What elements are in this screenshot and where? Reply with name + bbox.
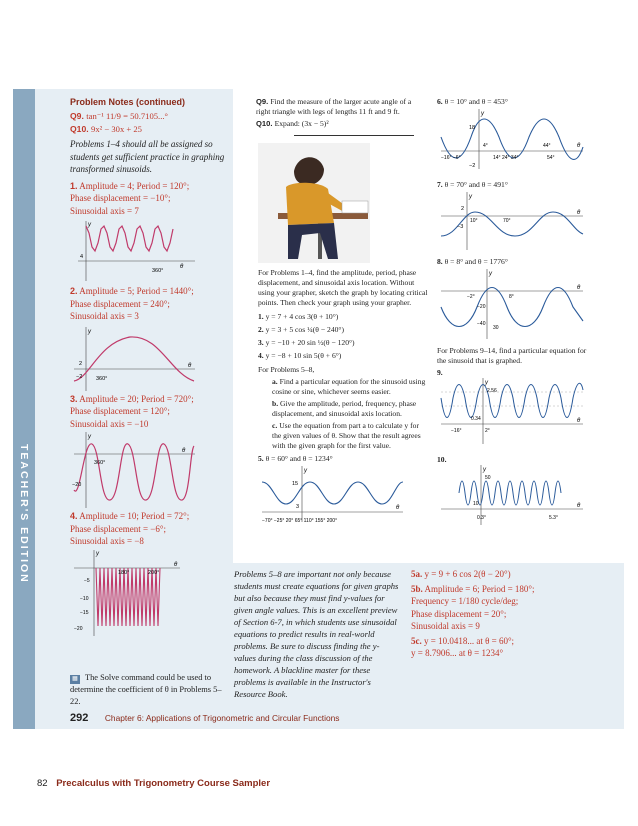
problem-2: 2. y = 3 + 5 cos ¼(θ − 240°) xyxy=(258,325,344,334)
calculator-icon: ▦ xyxy=(70,675,80,684)
svg-text:2: 2 xyxy=(79,360,83,367)
svg-text:θ: θ xyxy=(577,210,581,216)
svg-text:y: y xyxy=(88,434,91,440)
svg-text:30: 30 xyxy=(493,325,499,331)
svg-text:−2: −2 xyxy=(76,373,83,380)
svg-text:70°: 70° xyxy=(503,218,511,224)
svg-text:θ: θ xyxy=(577,285,581,291)
svg-text:−16°: −16° xyxy=(451,428,462,434)
answer-5c: 5c. y = 10.0418... at θ = 60°; y = 8.7906... at θ = 1234° xyxy=(411,635,515,658)
student-photo xyxy=(258,143,370,263)
svg-text:y: y xyxy=(96,550,99,557)
svg-text:−5: −5 xyxy=(84,577,90,584)
svg-text:−2°: −2° xyxy=(467,294,475,300)
problem-4: 4. y = −8 + 10 sin 5(θ + 6°) xyxy=(258,351,342,360)
solve-command-note: ▦ The Solve command could be used to determine the coefficient of θ in Problems 5–22. xyxy=(70,673,222,706)
sampler-page-number: 82 xyxy=(37,778,48,789)
note-q10: Q10. 9x² − 30x + 25 xyxy=(70,124,142,134)
svg-text:θ: θ xyxy=(577,143,581,149)
svg-text:360°: 360° xyxy=(152,268,164,274)
svg-text:360°: 360° xyxy=(94,460,106,466)
problem-notes-column xyxy=(70,97,235,638)
answer-line xyxy=(294,135,414,136)
svg-text:y: y xyxy=(481,111,484,117)
sampler-footer xyxy=(37,778,270,789)
svg-text:−40: −40 xyxy=(477,321,486,327)
svg-text:5.3°: 5.3° xyxy=(549,515,558,521)
svg-text:360°: 360° xyxy=(96,375,108,382)
svg-text:8°: 8° xyxy=(509,294,514,300)
svg-text:180°: 180° xyxy=(118,569,130,576)
svg-text:2.56: 2.56 xyxy=(487,388,497,394)
quiz-q10: Q10. Expand: (3x − 5)² xyxy=(256,119,329,128)
graph-problem-9 xyxy=(437,378,587,448)
problem-6: 6. θ = 10° and θ = 453° xyxy=(437,97,508,106)
svg-text:−2: −2 xyxy=(469,163,476,169)
problem-10: 10. xyxy=(437,455,447,464)
answer-1: 1. Amplitude = 4; Period = 120°; Phase displacement = −10°; Sinusoidal axis = 7 xyxy=(70,180,190,216)
svg-text:54°: 54° xyxy=(547,155,555,161)
svg-text:0.3°: 0.3° xyxy=(477,515,486,521)
page-footer xyxy=(70,712,340,724)
page-number: 292 xyxy=(70,712,89,724)
answers-5 xyxy=(411,568,581,660)
svg-text:−3: −3 xyxy=(457,224,464,230)
note-q9: Q9. tan⁻¹ 11/9 = 50.7105...° xyxy=(70,111,168,121)
graph-problem-7 xyxy=(437,190,587,252)
svg-text:y: y xyxy=(304,468,307,474)
svg-text:θ: θ xyxy=(182,448,186,454)
chapter-title: Chapter 6: Applications of Trigonometric and Circular Functions xyxy=(104,713,340,723)
graph-problem-10 xyxy=(437,465,587,527)
svg-text:−16° −6°: −16° −6° xyxy=(441,155,461,161)
svg-text:θ: θ xyxy=(577,418,581,424)
problem-8: 8. θ = 8° and θ = 1776° xyxy=(437,257,508,266)
svg-text:4: 4 xyxy=(80,254,84,260)
graph-problem-5 xyxy=(258,464,408,526)
svg-text:−10: −10 xyxy=(80,595,89,602)
svg-text:4°: 4° xyxy=(483,143,488,149)
svg-text:θ: θ xyxy=(396,505,400,511)
problem-9: 9. xyxy=(437,368,443,377)
exercises-middle-column xyxy=(256,97,426,140)
svg-text:0.34: 0.34 xyxy=(471,416,481,422)
graph-answer-3 xyxy=(70,430,200,510)
problem-7: 7. θ = 70° and θ = 491° xyxy=(437,180,508,189)
answer-5a: 5a. y = 9 + 6 cos 2(θ − 20°) xyxy=(411,569,511,579)
problem-notes-title: Problem Notes (continued) xyxy=(70,97,186,107)
graph-answer-2 xyxy=(70,323,200,393)
svg-text:−15: −15 xyxy=(80,609,89,616)
svg-text:θ: θ xyxy=(188,362,192,369)
graph-problem-6 xyxy=(437,107,587,175)
part-c: c. Use the equation from part a to calculate y for the given values of θ. Show that the result agrees with the given graph for the first value. xyxy=(272,421,421,450)
svg-text:−20: −20 xyxy=(74,625,83,632)
svg-text:y: y xyxy=(485,380,488,386)
svg-text:−20: −20 xyxy=(477,304,486,310)
problems-5-8-note: Problems 5–8 are important not only because students must create equations for given graphs but also because they must find y-values for given angle values. This is an excellent preview of Section 6-7, in which students use sinusoidal equations to predict results in real-world problems. Be sure to discuss finding the y-values during the class discussion of the homework. A blackline master for these problems is available in the Instructor's Resource Book. xyxy=(234,569,399,699)
edition-label: TEACHER'S EDITION xyxy=(18,444,30,584)
problem-1: 1. y = 7 + 4 cos 3(θ + 10°) xyxy=(258,312,339,321)
svg-text:15: 15 xyxy=(292,481,299,487)
answer-3: 3. Amplitude = 20; Period = 720°; Phase displacement = 120°; Sinusoidal axis = −10 xyxy=(70,393,194,429)
svg-text:14° 24° 34°: 14° 24° 34° xyxy=(493,155,519,161)
svg-text:−70° −25° 20° 65° 110° 155° 20: −70° −25° 20° 65° 110° 155° 200° xyxy=(262,518,338,524)
svg-text:y: y xyxy=(483,467,486,473)
edition-side-tab xyxy=(13,89,35,729)
svg-text:18: 18 xyxy=(469,125,476,131)
answer-2: 2. Amplitude = 5; Period = 1440°; Phase displacement = 240°; Sinusoidal axis = 3 xyxy=(70,286,194,321)
graph-answer-1 xyxy=(70,217,200,285)
svg-text:2: 2 xyxy=(461,206,465,212)
exercises-right-column xyxy=(437,97,587,532)
svg-text:θ: θ xyxy=(174,561,178,568)
svg-text:2°: 2° xyxy=(485,428,490,434)
svg-text:10: 10 xyxy=(473,501,479,507)
problems-1-4-intro: Problems 1–4 should all be assigned so students get sufficient practice in graphing transformed sinusoids. xyxy=(70,139,225,174)
svg-text:10°: 10° xyxy=(470,218,478,224)
sampler-title: Precalculus with Trigonometry Course Sampler xyxy=(56,778,271,789)
svg-text:θ: θ xyxy=(180,264,184,270)
quiz-q9: Q9. Find the measure of the larger acute angle of a right triangle with legs of lengths 11 ft and 9 ft. xyxy=(256,97,412,116)
svg-text:θ: θ xyxy=(577,503,581,509)
problems-5-8-label: For Problems 5–8, xyxy=(258,365,315,374)
answer-4: 4. Amplitude = 10; Period = 72°; Phase displacement = −6°; Sinusoidal axis = −8 xyxy=(70,511,190,546)
svg-text:−20: −20 xyxy=(72,482,82,488)
svg-text:y: y xyxy=(88,222,91,228)
part-b: b. Give the amplitude, period, frequency, phase displacement, and sinusoidal axis location. xyxy=(272,399,417,418)
answer-5b: 5b. Amplitude = 6; Period = 180°; Frequency = 1/180 cycle/deg; Phase displacement = 20°; Sinusoidal axis = 9 xyxy=(411,583,535,631)
part-a: a. Find a particular equation for the sinusoid using cosine or sine, whichever seems easier. xyxy=(272,377,426,396)
graph-answer-4 xyxy=(70,548,200,638)
svg-text:200°: 200° xyxy=(148,569,160,576)
svg-text:y: y xyxy=(489,271,492,277)
svg-text:50: 50 xyxy=(485,475,491,481)
svg-text:44°: 44° xyxy=(543,143,551,149)
exercises-instructions: For Problems 1–4, find the amplitude, period, phase displacement, and sinusoidal axis location. Without using your grapher, sketch the graph by locating critical points. Then check your graph using your grapher. 1. y = 7 + 4 cos 3(θ + 10°) 2. y = 3 + 5 cos ¼(θ − 240°) 3. y = −10 + 20 sin ½(θ − 120°) 4. y = −8 + 10 sin 5(θ + 6°) For Problems 5–8, a. Find a particular equation for the sinusoid using cosine or sine, whichever seems easier. b. Give the amplitude, period, frequency, phase displacement, and sinusoidal axis location. c. Use the equation from part a to calculate y for the given values of θ. Show that the result agrees with the given graph for the first value. 5. θ = 60° and θ = 1234° y 15 3 θ −70° −25° 20° 65° 110° 155° 200° xyxy=(258,268,428,524)
problems-9-14-instructions: For Problems 9–14, find a particular equation for the sinusoid that is graphed. xyxy=(437,346,587,365)
problem-5: 5. θ = 60° and θ = 1234° xyxy=(258,454,333,463)
problem-3: 3. y = −10 + 20 sin ½(θ − 120°) xyxy=(258,338,355,347)
svg-text:y: y xyxy=(88,328,91,335)
svg-text:3: 3 xyxy=(296,504,300,510)
svg-text:y: y xyxy=(469,194,472,200)
graph-problem-8 xyxy=(437,267,587,341)
